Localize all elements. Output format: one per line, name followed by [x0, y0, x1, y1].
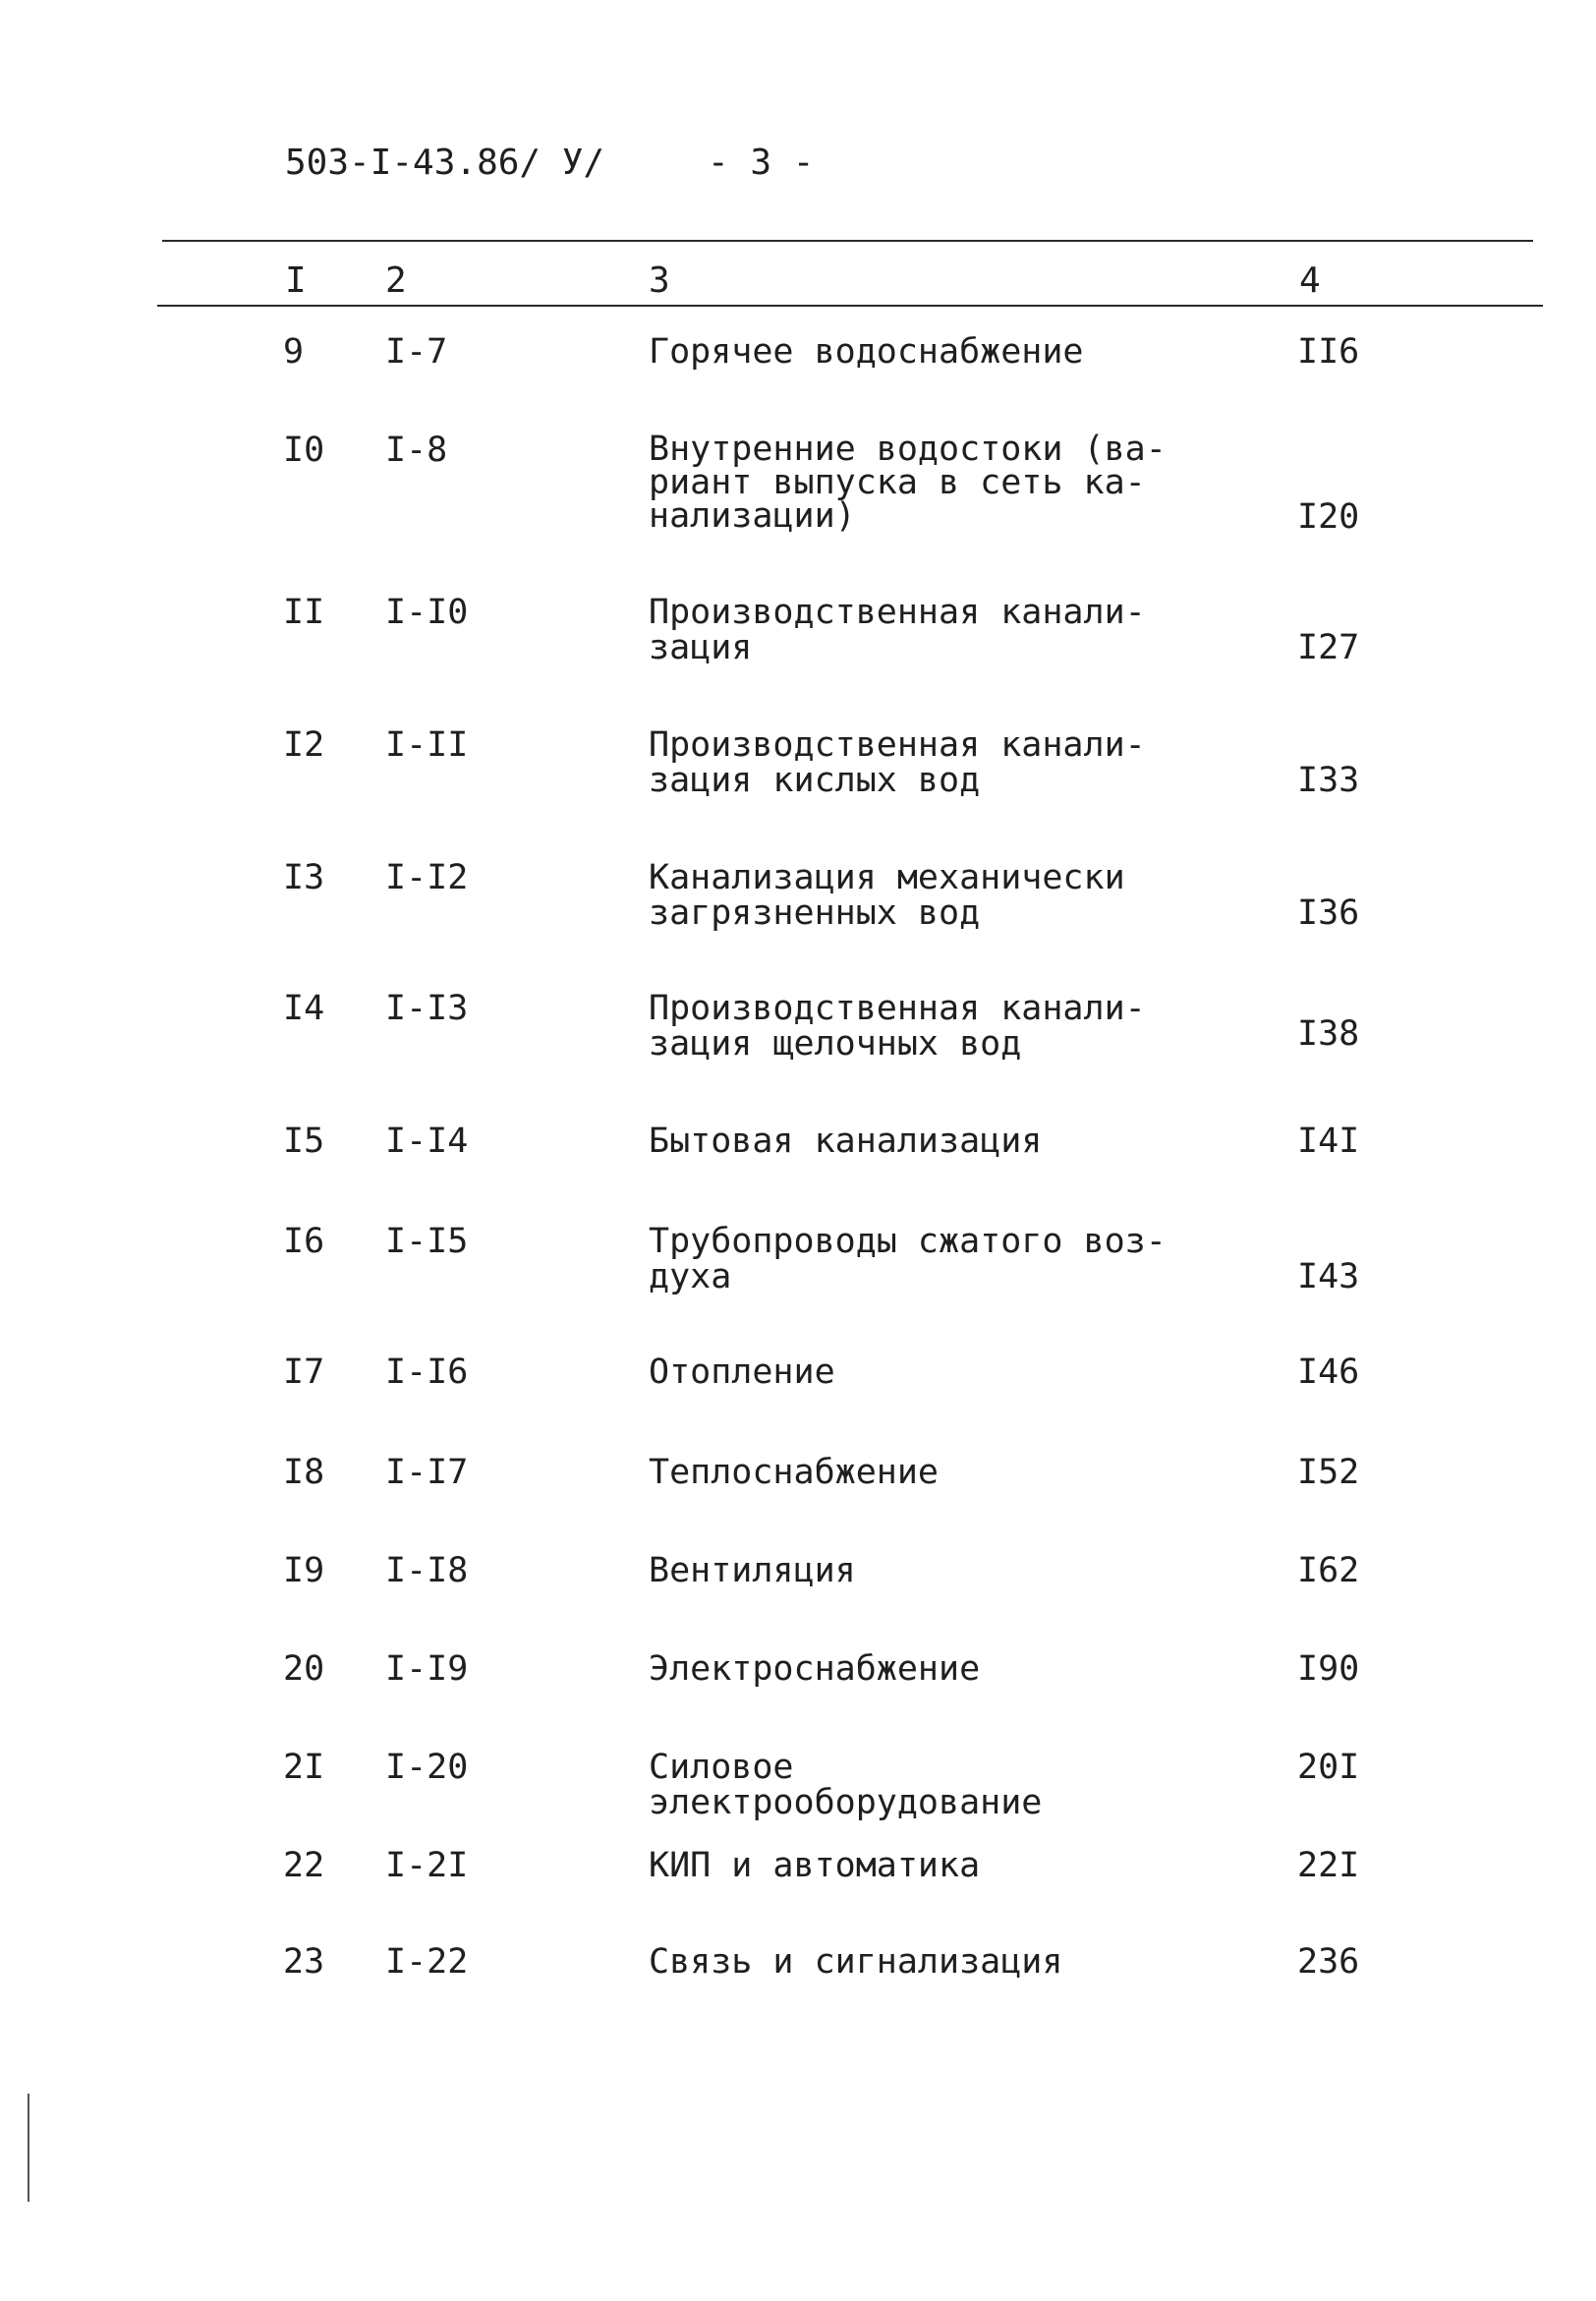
row-page: I20	[1297, 497, 1360, 537]
row-page: 236	[1297, 1942, 1360, 1982]
row-title: КИП и автоматика	[649, 1846, 981, 1885]
row-page: I90	[1297, 1649, 1360, 1689]
document-code: 503-I-43.86/ У/	[285, 143, 605, 183]
row-code: I-I4	[385, 1122, 469, 1161]
row-page: I33	[1297, 761, 1360, 800]
row-page: I4I	[1297, 1122, 1360, 1161]
row-page: I27	[1297, 628, 1360, 667]
row-number: I9	[283, 1551, 325, 1590]
row-code: I-I7	[385, 1453, 469, 1492]
row-page: I46	[1297, 1352, 1360, 1392]
row-title: Вентиляция	[649, 1551, 856, 1590]
row-title: Канализация механически загрязненных вод	[649, 858, 1125, 933]
row-title: Теплоснабжение	[649, 1453, 940, 1492]
row-code: I-I0	[385, 593, 469, 632]
row-number: I2	[283, 725, 325, 765]
row-title: Производственная канали- зация кислых вод	[649, 725, 1146, 800]
row-code: I-II	[385, 725, 469, 765]
row-code: I-I3	[385, 989, 469, 1028]
row-title: Электроснабжение	[649, 1649, 981, 1689]
row-title: Горячее водоснабжение	[649, 332, 1084, 372]
row-code: I-8	[385, 431, 448, 470]
row-number: 2I	[283, 1748, 325, 1787]
row-number: 22	[283, 1846, 325, 1885]
row-page: II6	[1297, 332, 1360, 372]
row-title: Производственная канали- зация щелочных вод	[649, 989, 1146, 1064]
row-number: 9	[283, 332, 305, 372]
row-number: I3	[283, 858, 325, 897]
row-page: 20I	[1297, 1748, 1360, 1787]
column-header-1: I	[285, 260, 307, 301]
column-header-4: 4	[1299, 260, 1321, 301]
row-page: I38	[1297, 1014, 1360, 1054]
row-number: I6	[283, 1222, 325, 1261]
row-page: I36	[1297, 893, 1360, 933]
row-number: 23	[283, 1942, 325, 1982]
row-title: Отопление	[649, 1352, 835, 1392]
page-number: - 3 -	[708, 143, 815, 183]
row-code: I-2I	[385, 1846, 469, 1885]
row-title: Силовое электрооборудование	[649, 1748, 1043, 1822]
row-title: Внутренние водостоки (ва- риант выпуска в сеть ка- нализации)	[649, 430, 1167, 536]
row-title: Связь и сигнализация	[649, 1942, 1063, 1982]
row-number: I0	[283, 431, 325, 470]
row-number: I7	[283, 1352, 325, 1392]
column-header-3: 3	[649, 260, 670, 301]
table-top-rule	[162, 240, 1533, 242]
row-page: I52	[1297, 1453, 1360, 1492]
scan-margin-mark	[28, 2094, 29, 2202]
table-header-rule	[157, 305, 1543, 307]
row-number: II	[283, 593, 325, 632]
row-title: Производственная канали- зация	[649, 593, 1146, 667]
row-code: I-22	[385, 1942, 469, 1982]
row-code: I-I5	[385, 1222, 469, 1261]
row-code: I-I6	[385, 1352, 469, 1392]
row-number: 20	[283, 1649, 325, 1689]
row-page: I43	[1297, 1257, 1360, 1296]
row-code: I-I9	[385, 1649, 469, 1689]
row-code: I-20	[385, 1748, 469, 1787]
row-title: Бытовая канализация	[649, 1122, 1043, 1161]
row-number: I4	[283, 989, 325, 1028]
row-page: I62	[1297, 1551, 1360, 1590]
column-header-2: 2	[385, 260, 407, 301]
row-number: I8	[283, 1453, 325, 1492]
row-code: I-I2	[385, 858, 469, 897]
row-code: I-7	[385, 332, 448, 372]
row-title: Трубопроводы сжатого воз- духа	[649, 1222, 1167, 1296]
row-page: 22I	[1297, 1846, 1360, 1885]
row-code: I-I8	[385, 1551, 469, 1590]
row-number: I5	[283, 1122, 325, 1161]
